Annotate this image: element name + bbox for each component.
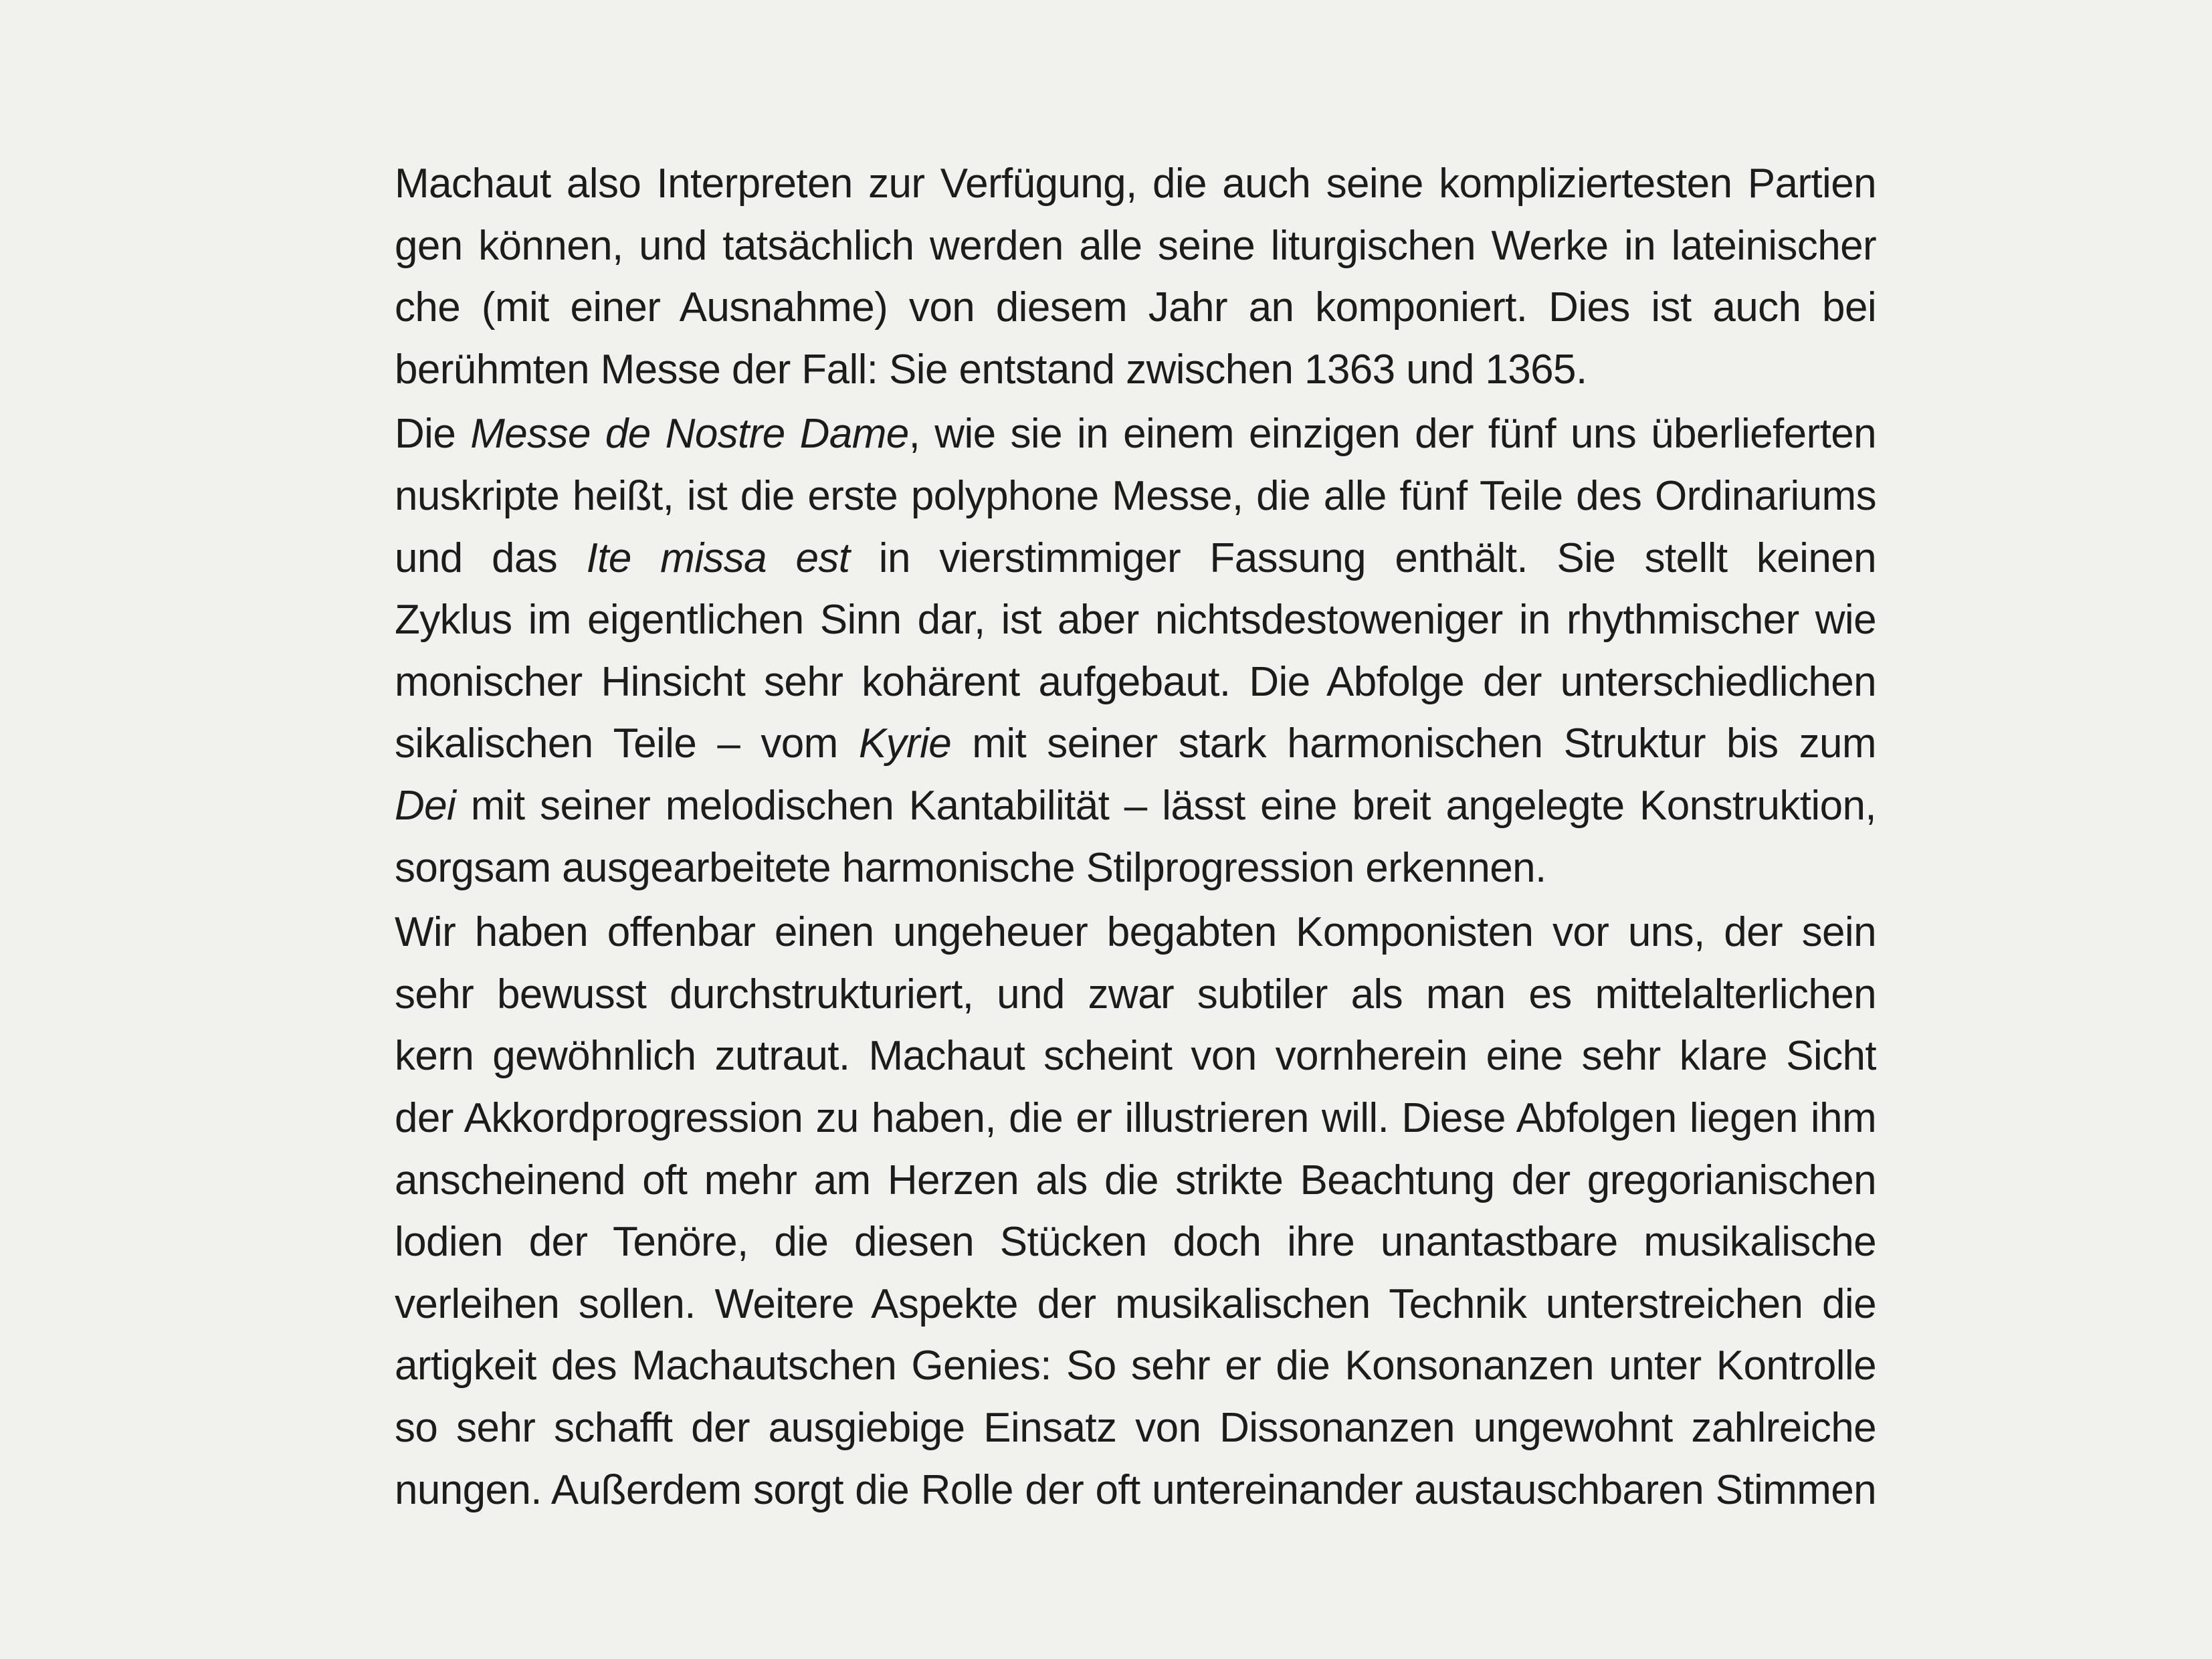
text-line	[395, 407, 1876, 461]
text-segment: Zyklus im eigentlichen Sinn dar, ist aber nichtsdestoweniger in rhythmischer wie	[395, 597, 1876, 644]
text-segment: Machaut also Interpreten zur Verfügung, die auch seine kompliziertesten Partien	[395, 161, 1876, 207]
text-line	[395, 281, 1876, 334]
text-line	[395, 219, 1876, 273]
text-segment: in vierstimmiger Fassung enthält. Sie stellt keinen	[878, 534, 1876, 581]
text-segment: so sehr schafft der ausgiebige Einsatz von Dissonanzen ungewohnt zahlreiche	[395, 1405, 1876, 1451]
text-segment: mit seiner stark harmonischen Struktur bis zum	[951, 720, 1876, 767]
text-line	[395, 1030, 1876, 1083]
text-line	[395, 656, 1876, 709]
text-line	[395, 532, 1876, 585]
text-segment: sikalischen Teile – vom	[395, 720, 859, 767]
text-segment: che (mit einer Ausnahme) von diesem Jahr an komponiert. Dies ist auch bei	[395, 284, 1876, 331]
text-line	[395, 1154, 1876, 1207]
text-segment: der Akkordprogression zu haben, die er illustrieren will. Diese Abfolgen liegen ihm	[395, 1095, 1876, 1141]
text-line	[395, 1092, 1876, 1145]
text-segment: verleihen sollen. Weitere Aspekte der musikalischen Technik unterstreichen die	[395, 1280, 1876, 1327]
text-segment: Wir haben offenbar einen ungeheuer begabten Komponisten vor uns, der sein	[395, 909, 1876, 956]
text-segment: kern gewöhnlich zutraut. Machaut scheint von vornherein eine sehr klare Sicht	[395, 1033, 1876, 1080]
text-line	[395, 1339, 1876, 1393]
text-segment: sorgsam ausgearbeitete harmonische Stilprogression erkennen.	[395, 844, 1546, 891]
text-line	[395, 1401, 1876, 1455]
text-segment: artigkeit des Machautschen Genies: So sehr er die Konsonanzen unter Kontrolle	[395, 1343, 1876, 1389]
text-segment: nuskripte heißt, ist die erste polyphone Messe, die alle fünf Teile des Ordinariums	[395, 473, 1876, 519]
text-line	[395, 717, 1876, 771]
text-segment: lodien der Tenöre, die diesen Stücken doch ihre unantastbare musikalische	[395, 1219, 1876, 1266]
italic-title: Dei	[395, 783, 456, 829]
text-line	[395, 470, 1876, 523]
text-segment: und das	[395, 534, 587, 581]
text-line	[395, 779, 1876, 833]
text-line	[395, 842, 1876, 895]
text-line	[395, 1278, 1876, 1331]
text-line	[395, 343, 1876, 397]
text-segment: nungen. Außerdem sorgt die Rolle der oft untereinander austauschbaren Stimmen	[395, 1466, 1876, 1513]
text-segment: mit seiner melodischen Kantabilität – lässt eine breit angelegte Konstruktion,	[470, 783, 1876, 829]
italic-title: Kyrie	[858, 720, 952, 767]
italic-title: Ite missa est	[586, 534, 850, 581]
text-segment: anscheinend oft mehr am Herzen als die strikte Beachtung der gregorianischen	[395, 1157, 1876, 1203]
text-line	[395, 593, 1876, 647]
text-line	[395, 968, 1876, 1021]
text-segment: gen können, und tatsächlich werden alle seine liturgischen Werke in lateinischer	[395, 222, 1876, 269]
text-line	[395, 1215, 1876, 1269]
text-line	[395, 157, 1876, 211]
text-line	[395, 1464, 1876, 1517]
text-segment: monischer Hinsicht sehr kohärent aufgebaut. Die Abfolge der unterschiedlichen	[395, 658, 1876, 705]
text-segment: berühmten Messe der Fall: Sie entstand zwischen 1363 und 1365.	[395, 346, 1587, 393]
italic-title: Messe de Nostre Dame	[470, 411, 909, 458]
text-line	[395, 906, 1876, 959]
text-segment: sehr bewusst durchstrukturiert, und zwar subtiler als man es mittelalterlichen	[395, 971, 1876, 1017]
text-segment: , wie sie in einem einzigen der fünf uns überlieferten	[908, 411, 1876, 458]
text-page	[395, 157, 1876, 1595]
text-segment: Die	[395, 411, 471, 458]
